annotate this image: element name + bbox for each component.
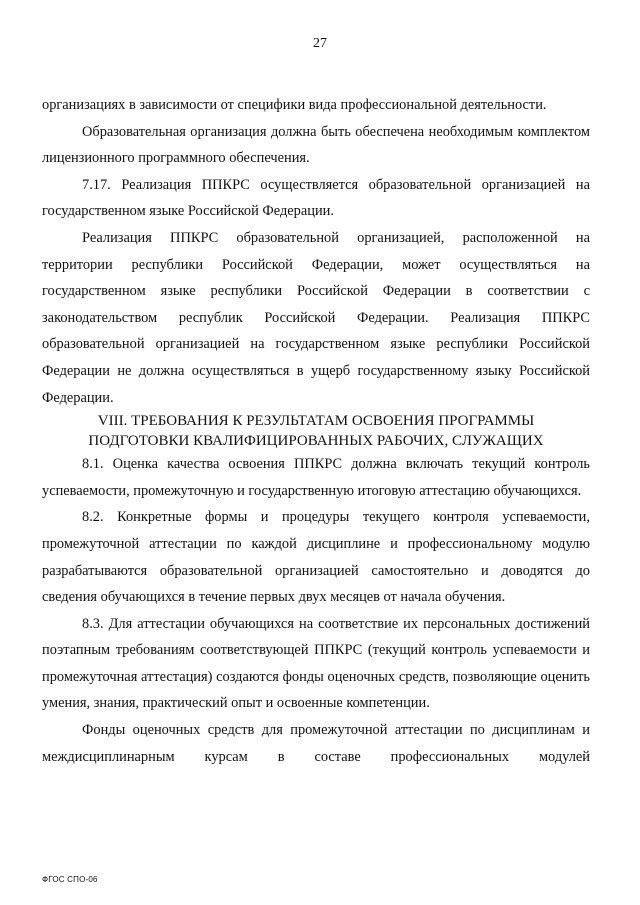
section-heading-line-2: ПОДГОТОВКИ КВАЛИФИЦИРОВАННЫХ РАБОЧИХ, СЛУЖАЩИХ	[88, 433, 544, 450]
paragraph-software: Образовательная организация должна быть обеспечена необходимым комплектом лицензионного программного обеспечения.	[42, 123, 590, 167]
footer-standard-code: ФГОС СПО-06	[42, 875, 98, 884]
paragraph-continuation: организациях в зависимости от специфики вида профессиональной деятельности.	[42, 97, 547, 113]
paragraph-assessment-funds: Фонды оценочных средств для промежуточной аттестации по дисциплинам и междисциплинарным курсам в составе профессиональных модулей	[42, 722, 590, 765]
paragraph-8-1: 8.1. Оценка качества освоения ППКРС должна включать текущий контроль успеваемости, промежуточную и государственную итоговую аттестацию обучающихся.	[42, 456, 590, 499]
document-body	[42, 92, 590, 770]
paragraph-7-17: 7.17. Реализация ППКРС осуществляется образовательной организацией на государственном языке Российской Федерации.	[42, 176, 590, 220]
page-number: 27	[313, 36, 327, 51]
section-heading	[42, 411, 590, 451]
section-heading-line-1: VIII. ТРЕБОВАНИЯ К РЕЗУЛЬТАТАМ ОСВОЕНИЯ ПРОГРАММЫ	[97, 413, 535, 430]
paragraph-republic-language: Реализация ППКРС образовательной организацией, расположенной на территории республики Российской Федерации, может осуществляться на государственном языке республики Российской Федерации в соответствии с законодательством республик Российской Федерации. Реализация ППКРС образовательной организацией на государственном языке республики Российской Федерации не должна осуществляться в ущерб государственному языку Российской Федерации.	[42, 229, 590, 406]
paragraph-8-3: 8.3. Для аттестации обучающихся на соответствие их персональных достижений поэтапным требованиям соответствующей ППКРС (текущий контроль успеваемости и промежуточная аттестация) создаются фонды оценочных средств, позволяющие оценить умения, знания, практический опыт и освоенные компетенции.	[42, 615, 590, 712]
paragraph-8-2: 8.2. Конкретные формы и процедуры текущего контроля успеваемости, промежуточной аттестации по каждой дисциплине и профессиональному модулю разрабатываются образовательной организацией самостоятельно и доводятся до сведения обучающихся в течение первых двух месяцев от начала обучения.	[42, 509, 590, 606]
